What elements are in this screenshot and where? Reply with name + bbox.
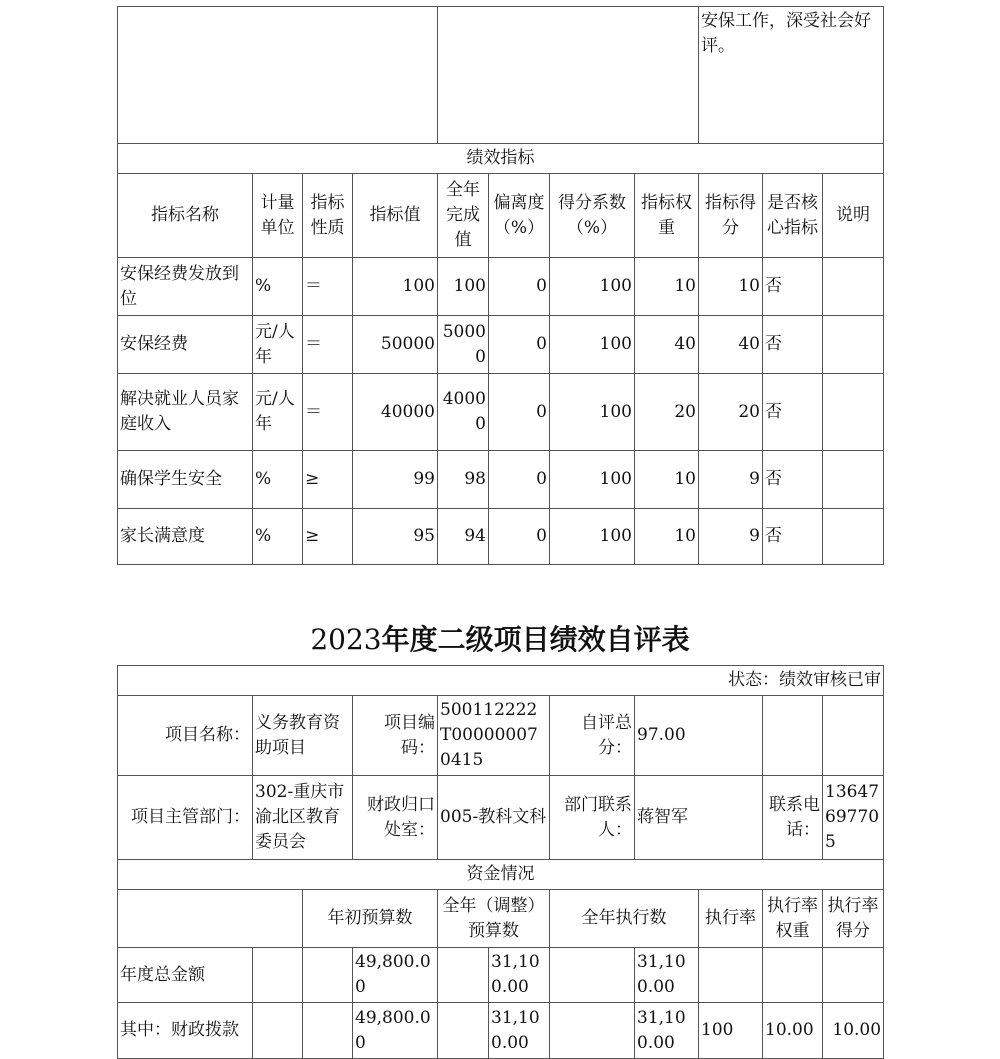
header-cell: 指标权重 <box>635 174 699 258</box>
blank-cell <box>118 7 438 144</box>
title-text: 年度二级项目绩效自评表 <box>381 623 690 656</box>
indicator-target: 95 <box>353 509 438 565</box>
project-self-evaluation-table <box>117 665 884 1059</box>
top-note: 安保工作，深受社会好评。 <box>699 7 884 144</box>
adjusted-budget-header: 全年（调整）预算数 <box>438 890 550 948</box>
indicator-actual: 50000 <box>438 316 489 374</box>
project-name-label: 项目名称： <box>118 696 253 776</box>
indicator-coef: 100 <box>550 451 635 509</box>
indicator-actual: 94 <box>438 509 489 565</box>
blank-cell <box>823 696 884 776</box>
indicator-core: 否 <box>763 509 823 565</box>
phone: 13647697705 <box>823 776 884 860</box>
rate-weight: 10.00 <box>763 1003 823 1059</box>
contact: 蒋智军 <box>635 776 763 860</box>
indicator-weight: 10 <box>635 451 699 509</box>
indicator-deviation: 0 <box>489 258 550 316</box>
header-cell: 得分系数（%） <box>550 174 635 258</box>
indicator-score: 9 <box>699 509 763 565</box>
indicator-coef: 100 <box>550 316 635 374</box>
header-cell: 指标名称 <box>118 174 253 258</box>
blank-cell <box>118 890 303 948</box>
blank-cell <box>253 1003 303 1059</box>
section-title: 绩效指标 <box>118 144 884 174</box>
indicator-deviation: 0 <box>489 451 550 509</box>
project-code-label: 项目编码： <box>353 696 438 776</box>
blank-cell <box>438 948 489 1003</box>
indicator-target: 40000 <box>353 374 438 451</box>
performance-indicator-table <box>117 6 884 565</box>
executed-header: 全年执行数 <box>550 890 699 948</box>
indicator-note <box>823 258 884 316</box>
rate-weight <box>763 948 823 1003</box>
executed: 31,100.00 <box>635 1003 699 1059</box>
funds-row-label: 年度总金额 <box>118 948 253 1003</box>
project-code: 500112222T000000070415 <box>438 696 550 776</box>
status-badge: 状态：绩效审核已审 <box>118 666 884 696</box>
table-row <box>118 509 884 565</box>
project-name: 义务教育资助项目 <box>253 696 353 776</box>
indicator-name: 安保经费 <box>118 316 253 374</box>
rate-score <box>823 948 884 1003</box>
indicator-name: 确保学生安全 <box>118 451 253 509</box>
header-cell: 计量单位 <box>253 174 303 258</box>
indicator-unit: % <box>253 258 303 316</box>
indicator-unit: % <box>253 451 303 509</box>
self-score-label: 自评总分： <box>550 696 635 776</box>
phone-label: 联系电话： <box>763 776 823 860</box>
indicator-coef: 100 <box>550 509 635 565</box>
rate-weight-header: 执行率权重 <box>763 890 823 948</box>
indicator-core: 否 <box>763 258 823 316</box>
indicator-unit: 元/人年 <box>253 374 303 451</box>
header-cell: 说明 <box>823 174 884 258</box>
indicator-note <box>823 316 884 374</box>
page-title <box>0 618 1000 658</box>
indicator-note <box>823 374 884 451</box>
indicator-target: 99 <box>353 451 438 509</box>
indicator-target: 50000 <box>353 316 438 374</box>
dept: 302-重庆市渝北区教育委员会 <box>253 776 353 860</box>
indicator-nature: ＝ <box>303 316 353 374</box>
indicator-weight: 40 <box>635 316 699 374</box>
initial-budget-header: 年初预算数 <box>303 890 438 948</box>
rate-score-header: 执行率得分 <box>823 890 884 948</box>
rate <box>699 948 763 1003</box>
blank-cell <box>763 696 823 776</box>
table-row <box>118 316 884 374</box>
dept-label: 项目主管部门： <box>118 776 253 860</box>
table-row <box>118 1003 884 1059</box>
indicator-note <box>823 509 884 565</box>
indicator-weight: 20 <box>635 374 699 451</box>
blank-cell <box>253 948 303 1003</box>
header-cell: 全年完成值 <box>438 174 489 258</box>
indicator-actual: 40000 <box>438 374 489 451</box>
rate-header: 执行率 <box>699 890 763 948</box>
indicator-nature: ≥ <box>303 509 353 565</box>
header-cell: 指标值 <box>353 174 438 258</box>
adjusted-budget: 31,100.00 <box>489 948 550 1003</box>
rate-score: 10.00 <box>823 1003 884 1059</box>
finance-dept: 005-教科文科 <box>438 776 550 860</box>
indicator-name: 家长满意度 <box>118 509 253 565</box>
header-cell: 指标性质 <box>303 174 353 258</box>
indicator-target: 100 <box>353 258 438 316</box>
indicator-nature: ＝ <box>303 374 353 451</box>
indicator-weight: 10 <box>635 509 699 565</box>
blank-cell <box>438 1003 489 1059</box>
title-year: 2023 <box>310 623 382 656</box>
indicator-unit: 元/人年 <box>253 316 303 374</box>
indicator-deviation: 0 <box>489 509 550 565</box>
indicator-name: 解决就业人员家庭收入 <box>118 374 253 451</box>
header-cell: 指标得分 <box>699 174 763 258</box>
header-cell: 是否核心指标 <box>763 174 823 258</box>
initial-budget: 49,800.00 <box>353 948 438 1003</box>
indicator-unit: % <box>253 509 303 565</box>
rate: 100 <box>699 1003 763 1059</box>
indicator-coef: 100 <box>550 258 635 316</box>
self-score: 97.00 <box>635 696 763 776</box>
initial-budget: 49,800.00 <box>353 1003 438 1059</box>
adjusted-budget: 31,100.00 <box>489 1003 550 1059</box>
executed: 31,100.00 <box>635 948 699 1003</box>
indicator-nature: ＝ <box>303 258 353 316</box>
blank-cell <box>550 1003 635 1059</box>
header-cell: 偏离度（%） <box>489 174 550 258</box>
blank-cell <box>438 7 699 144</box>
indicator-core: 否 <box>763 451 823 509</box>
table-row <box>118 258 884 316</box>
indicator-score: 9 <box>699 451 763 509</box>
funds-title: 资金情况 <box>118 860 884 890</box>
indicator-score: 20 <box>699 374 763 451</box>
indicator-actual: 100 <box>438 258 489 316</box>
indicator-core: 否 <box>763 316 823 374</box>
blank-cell <box>550 948 635 1003</box>
funds-row-label: 其中：财政拨款 <box>118 1003 253 1059</box>
indicator-core: 否 <box>763 374 823 451</box>
indicator-nature: ≥ <box>303 451 353 509</box>
blank-cell <box>303 948 353 1003</box>
indicator-weight: 10 <box>635 258 699 316</box>
indicator-score: 10 <box>699 258 763 316</box>
indicator-deviation: 0 <box>489 374 550 451</box>
finance-label: 财政归口处室： <box>353 776 438 860</box>
indicator-score: 40 <box>699 316 763 374</box>
indicator-deviation: 0 <box>489 316 550 374</box>
indicator-note <box>823 451 884 509</box>
table-row <box>118 948 884 1003</box>
contact-label: 部门联系人： <box>550 776 635 860</box>
table-row <box>118 374 884 451</box>
blank-cell <box>303 1003 353 1059</box>
indicator-actual: 98 <box>438 451 489 509</box>
table-row <box>118 451 884 509</box>
indicator-coef: 100 <box>550 374 635 451</box>
indicator-name: 安保经费发放到位 <box>118 258 253 316</box>
